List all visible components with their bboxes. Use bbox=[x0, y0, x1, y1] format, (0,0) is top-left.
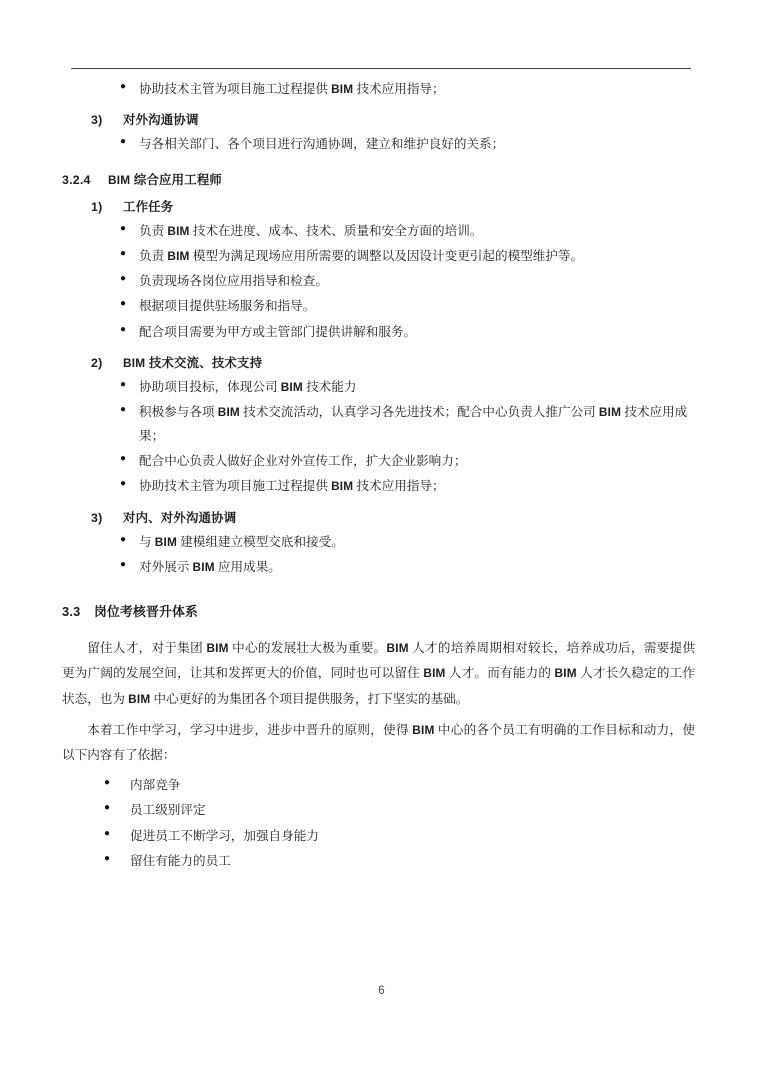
section-title: BIM 综合应用工程师 bbox=[108, 172, 223, 187]
ordered-heading-number: 1) bbox=[91, 199, 103, 214]
bullet-dot-icon: ● bbox=[120, 222, 127, 234]
bullet-dot-icon: ● bbox=[120, 81, 127, 92]
latin-run: BIM bbox=[554, 666, 577, 681]
ordered-heading-label: 对内、对外沟通协调 bbox=[123, 510, 237, 525]
section-title: 岗位考核晋升体系 bbox=[94, 604, 198, 620]
ordered-heading-number: 3) bbox=[91, 510, 103, 525]
bullet-dot-icon: ● bbox=[120, 379, 127, 391]
section-heading-3-2-4 bbox=[62, 170, 696, 188]
latin-run: BIM bbox=[123, 356, 146, 371]
list-item bbox=[62, 825, 696, 848]
latin-run: BIM bbox=[167, 248, 190, 263]
latin-run: BIM bbox=[280, 380, 303, 395]
body-paragraph: 留住人才，对于集团 BIM 中心的发展壮大极为重要。BIM 人才的培养周期相对较长，培养成功后，需要提供更为广阔的发展空间，让其和发挥更大的价值，同时也可以留住 BIM 人才。而有能力的 BIM 人才长久稳定的工作状态，也为 BIM 中心更好的为集团各个项目提供服务，打下坚实的基础。 bbox=[62, 641, 695, 706]
bullet-dot-icon: ● bbox=[120, 136, 127, 148]
list-item-text: 促进员工不断学习，加强自身能力 bbox=[130, 828, 319, 843]
list-item-text: 员工级别评定 bbox=[130, 803, 206, 818]
list-item-text: 负责 BIM 技术在进度、成本、技术、质量和安全方面的培训。 bbox=[139, 223, 483, 238]
bullet-dot-icon: ● bbox=[120, 478, 127, 490]
ordered-heading-3 bbox=[62, 110, 696, 128]
list-item-text: 协助技术主管为项目施工过程提供 BIM 技术应用指导； bbox=[139, 479, 445, 494]
list-item-text: 对外展示 BIM 应用成果。 bbox=[139, 559, 281, 574]
list-item bbox=[62, 850, 696, 873]
section-number: 3.2.4 bbox=[62, 172, 91, 187]
list-item-text: 协助技术主管为项目施工过程提供 BIM 技术应用指导； bbox=[139, 82, 445, 96]
list-item-text: 与 BIM 建模组建立模型交底和接受。 bbox=[139, 534, 344, 549]
list-item-text: 留住有能力的员工 bbox=[130, 853, 231, 868]
latin-run: BIM bbox=[423, 666, 446, 681]
list-item bbox=[62, 321, 696, 344]
page-number: 6 bbox=[378, 985, 385, 997]
list-item-text: 配合中心负责人做好企业对外宣传工作，扩大企业影响力； bbox=[139, 453, 467, 468]
list-item bbox=[62, 556, 696, 579]
list-item-text: 积极参与各项 BIM 技术交流活动，认真学习各先进技术；配合中心负责人推广公司 BIM 技术应用成果； bbox=[139, 405, 688, 443]
list-item bbox=[62, 295, 696, 318]
list-item bbox=[62, 220, 696, 243]
ordered-heading-number: 2) bbox=[91, 356, 103, 371]
ordered-heading-label: BIM 技术交流、技术支持 bbox=[123, 356, 263, 371]
bullet-dot-icon: ● bbox=[120, 323, 127, 335]
bullet-dot-icon: ● bbox=[120, 298, 127, 310]
ordered-heading-3b bbox=[62, 508, 696, 526]
list-item bbox=[62, 245, 696, 268]
list-item bbox=[62, 133, 696, 156]
list-item-text: 内部竞争 bbox=[130, 778, 181, 793]
latin-run: BIM bbox=[154, 534, 177, 549]
latin-run: BIM bbox=[192, 559, 215, 574]
list-item-text: 负责现场各岗位应用指导和检查。 bbox=[139, 274, 328, 289]
bullet-dot-icon: ● bbox=[104, 852, 111, 864]
list-item bbox=[62, 78, 696, 101]
ordered-heading-2 bbox=[62, 353, 696, 371]
list-item bbox=[62, 450, 696, 473]
list-item-text: 与各相关部门、各个项目进行沟通协调，建立和维护良好的关系； bbox=[139, 137, 505, 152]
list-item bbox=[62, 475, 696, 498]
list-item bbox=[62, 774, 696, 797]
page-content bbox=[62, 78, 696, 875]
bullet-dot-icon: ● bbox=[120, 558, 127, 570]
latin-run: BIM bbox=[167, 223, 190, 238]
section-number: 3.3 bbox=[62, 604, 81, 620]
section-heading-3-3 bbox=[62, 601, 696, 620]
bullet-dot-icon: ● bbox=[120, 452, 127, 464]
bullet-dot-icon: ● bbox=[104, 777, 111, 789]
bullet-dot-icon: ● bbox=[104, 802, 111, 814]
list-item bbox=[62, 401, 696, 448]
latin-run: BIM bbox=[598, 405, 622, 420]
bullet-dot-icon: ● bbox=[120, 247, 127, 259]
body-paragraph: 本着工作中学习，学习中进步，进步中晋升的原则，使得 BIM 中心的各个员工有明确的工作目标和动力，使以下内容有了依据： bbox=[62, 722, 695, 762]
latin-run: BIM bbox=[412, 722, 435, 737]
latin-run: BIM bbox=[386, 641, 409, 656]
bullet-dot-icon: ● bbox=[120, 533, 127, 545]
latin-run: BIM bbox=[108, 172, 131, 187]
bullet-dot-icon: ● bbox=[120, 404, 127, 416]
bullet-dot-icon: ● bbox=[104, 827, 111, 839]
latin-run: BIM bbox=[128, 691, 151, 706]
latin-run: BIM bbox=[331, 82, 354, 96]
header-rule bbox=[71, 68, 691, 69]
latin-run: BIM bbox=[206, 641, 229, 656]
ordered-heading-number: 3) bbox=[91, 113, 103, 128]
latin-run: BIM bbox=[331, 479, 354, 494]
list-item-text: 配合项目需要为甲方或主管部门提供讲解和服务。 bbox=[139, 324, 417, 339]
list-item-text: 根据项目提供驻场服务和指导。 bbox=[139, 299, 316, 314]
ordered-heading-label: 对外沟通协调 bbox=[123, 113, 199, 128]
list-item bbox=[62, 376, 696, 399]
list-item bbox=[62, 531, 696, 554]
bullet-dot-icon: ● bbox=[120, 273, 127, 285]
list-item-text: 负责 BIM 模型为满足现场应用所需要的调整以及因设计变更引起的模型维护等。 bbox=[139, 248, 584, 263]
ordered-heading-1 bbox=[62, 197, 696, 215]
list-item bbox=[62, 270, 696, 293]
ordered-heading-label: 工作任务 bbox=[123, 199, 174, 214]
latin-run: BIM bbox=[217, 405, 240, 420]
list-item-text: 协助项目投标，体现公司 BIM 技术能力 bbox=[139, 380, 357, 395]
list-item bbox=[62, 799, 696, 822]
